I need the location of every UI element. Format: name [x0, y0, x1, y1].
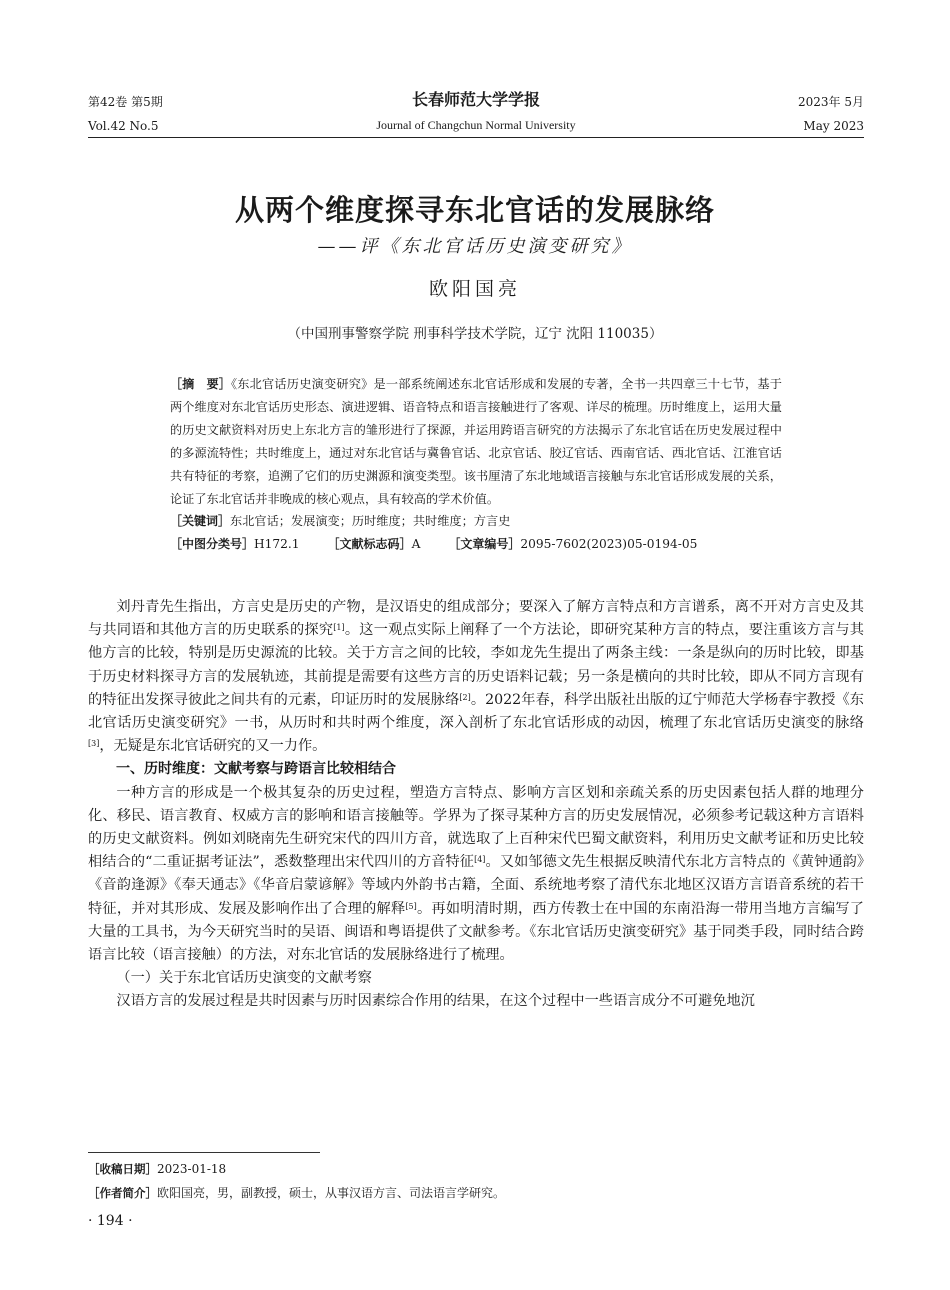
subsection-heading-1: （一）关于东北官话历史演变的文献考察 — [116, 970, 372, 987]
citation-3: [3] — [88, 739, 100, 749]
citation-1: [1] — [333, 623, 345, 633]
doc-code-value: A — [411, 537, 421, 552]
author-bio-label: ［作者简介］ — [88, 1186, 157, 1200]
clc-value: H172.1 — [254, 537, 300, 552]
author-name: 欧阳国亮 — [428, 278, 521, 300]
running-header — [88, 90, 864, 138]
article-number-label: ［文章编号］ — [448, 537, 521, 552]
citation-4: [4] — [474, 855, 486, 865]
received-date: 2023-01-18 — [157, 1162, 227, 1176]
article-title: 从两个维度探寻东北官话的发展脉络 — [234, 193, 715, 227]
volume-issue-en: Vol.42 No.5 — [88, 119, 159, 133]
keywords — [170, 510, 782, 533]
page-number: · 194 · — [88, 1213, 133, 1229]
article-subtitle: ——评《东北官话历史演变研究》 — [317, 236, 633, 257]
author-affiliation: （中国刑事警察学院 刑事科学技术学院，辽宁 沈阳 110035） — [287, 326, 663, 342]
classification-line — [170, 533, 782, 556]
paragraph-3: 汉语方言的发展过程是共时因素与历时因素综合作用的结果，在这个过程中一些语言成分不可避免地沉 — [116, 993, 755, 1010]
abstract-block — [170, 373, 782, 556]
footnote-author — [88, 1185, 505, 1201]
volume-issue-cn: 第42卷 第5期 — [88, 95, 163, 109]
citation-2: [2] — [459, 692, 471, 702]
section-heading-1: 一、历时维度：文献考察与跨语言比较相结合 — [116, 761, 396, 778]
article-number-value: 2095-7602(2023)05-0194-05 — [520, 537, 698, 552]
journal-name-en: Journal of Changchun Normal University — [376, 118, 576, 132]
article-body — [88, 596, 864, 1014]
date-en: May 2023 — [803, 119, 864, 133]
footnote-received — [88, 1161, 226, 1177]
paragraph-1: 刘丹青先生指出，方言史是历史的产物，是汉语史的组成部分；要深入了解方言特点和方言谱系，离不开对方言史及其与共同语和其他方言的历史联系的探究[1]。这一观点实际上阐释了一个方法论，即研究某种方言的特点，要注重该方言与其他方言的比较，特别是历史源流的比较。关于方言之间的比较，李如龙先生提出了两条主线：一条是纵向的历时比较，即基于历史材料探寻方言的发展轨迹，其前提是需要有这些方言的历史语料记载；另一条是横向的共时比较，即从不同方言现有的特征出发探寻彼此之间共有的元素，印证历时的发展脉络[2]。2022年春，科学出版社出版的辽宁师范大学杨春宇教授《东北官话历史演变研究》一书，从历时和共时两个维度，深入剖析了东北官话形成的动因，梳理了东北官话历史演变的脉络[3]，无疑是东北官话研究的又一力作。 — [88, 599, 864, 755]
header-rule — [88, 137, 864, 138]
keywords-text: 东北官话；发展演变；历时维度；共时维度；方言史 — [230, 514, 511, 529]
clc-label: ［中图分类号］ — [170, 537, 255, 552]
footnote-rule — [88, 1152, 320, 1153]
abstract — [170, 373, 782, 510]
received-label: ［收稿日期］ — [88, 1162, 157, 1176]
abstract-text: 《东北官话历史演变研究》是一部系统阐述东北官话形成和发展的专著，全书一共四章三十七节，基于两个维度对东北官话历史形态、演进逻辑、语音特点和语言接触进行了客观、详尽的梳理。历时维度上，运用大量的历史文献资料对历史上东北方言的雏形进行了探源，并运用跨语言研究的方法揭示了东北官话在历史发展过程中的多源流特性；共时维度上，通过对东北官话与冀鲁官话、北京官话、胶辽官话、西南官话、西北官话、江淮官话共有特征的考察，追溯了它们的历史渊源和演变类型。该书厘清了东北地域语言接触与东北官话形成发展的关系，论证了东北官话并非晚成的核心观点，具有较高的学术价值。 — [170, 377, 782, 506]
author-bio: 欧阳国亮，男，副教授，硕士，从事汉语方言、司法语言学研究。 — [157, 1186, 506, 1200]
doc-code-label: ［文献标志码］ — [327, 537, 412, 552]
date-cn: 2023年 5月 — [798, 95, 864, 109]
keywords-label: ［关键词］ — [170, 514, 231, 529]
citation-5: [5] — [405, 901, 417, 911]
abstract-label: ［摘 要］ — [170, 377, 231, 391]
journal-name-cn: 长春师范大学学报 — [411, 90, 540, 109]
paragraph-2: 一种方言的形成是一个极其复杂的历史过程，塑造方言特点、影响方言区划和亲疏关系的历史因素包括人群的地理分化、移民、语言教育、权威方言的影响和语言接触等。学界为了探寻某种方言的历史发展情况，必须参考记载这种方言语料的历史文献资料。例如刘晓南先生研究宋代的四川方音，就选取了上百种宋代巴蜀文献资料，利用历史文献考证和历史比较相结合的“二重证据考证法”，悉数整理出宋代四川的方音特征[4]。又如邹德文先生根据反映清代东北方言特点的《黄钟通韵》《音韵逢源》《奉天通志》《华音启蒙谚解》等域内外韵书古籍，全面、系统地考察了清代东北地区汉语方言语音系统的若干特征，并对其形成、发展及影响作出了合理的解释[5]。再如明清时期，西方传教士在中国的东南沿海一带用当地方言编写了大量的工具书，为今天研究当时的吴语、闽语和粤语提供了文献参考。《东北官话历史演变研究》基于同类手段，同时结合跨语言比较（语言接触）的方法，对东北官话的发展脉络进行了梳理。 — [88, 784, 865, 964]
